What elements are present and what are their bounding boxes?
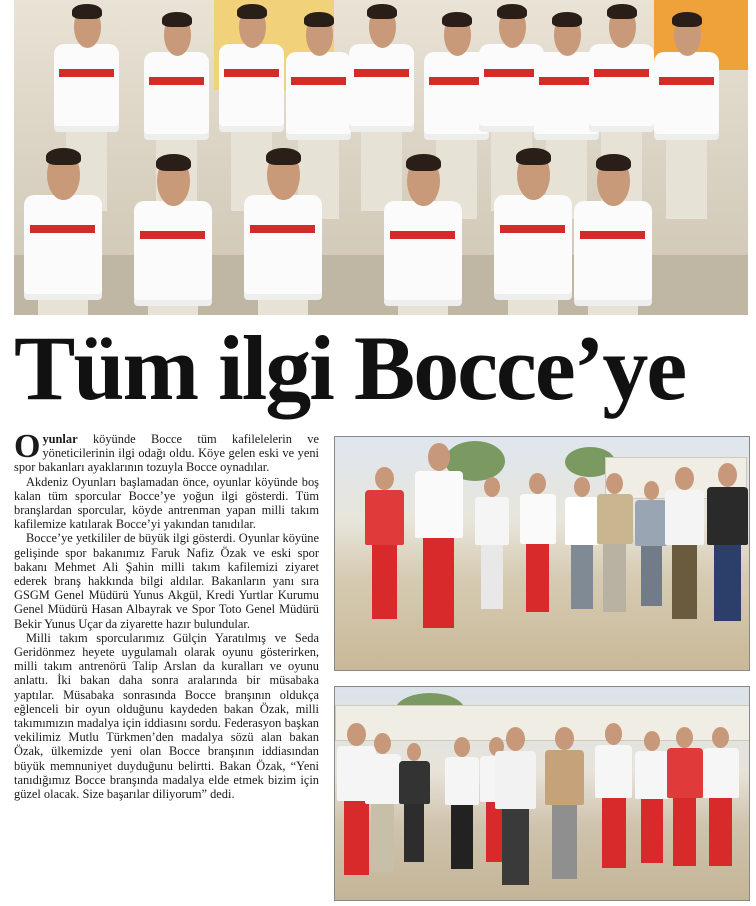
officials-group-photo — [334, 686, 750, 901]
article-headline: Tüm ilgi Bocce’ye — [14, 317, 686, 419]
article-paragraph-1 — [14, 432, 319, 475]
article-paragraph-3: Bocce’ye yetkililer de büyük ilgi gösterdi. Oyunlar köyüne gelişinde spor bakanımız Faruk Nafiz Özak ve eski spor bakanı Mehmet Ali Şahin milli takım kafilemizi ziyaret ederek branş hakkında bilgi aldılar. Bakanların yanı sıra GSGM Genel Müdürü Yunus Akgül, Kredi Yurtlar Kurumu Genel Müdürü Hasan Albayrak ve Spor Toto Genel Müdürü Bekir Yunus Uçar da ziyarette hazır bulundular. — [14, 531, 319, 631]
lead-word: yunlar — [42, 432, 78, 446]
article-paragraph-4: Milli takım sporcularımız Gülçin Yaratılmış ve Seda Geridönmez heyete uygulamalı olarak oyunu gösterirken, milli takım antrenörü Talip Arslan da kuralları ve oyunu anlattı. İki bakan daha sonra aralarında bir müsabaka yaptılar. Müsabaka sonrasında Bocce branşının oldukça eğlenceli bir oyun olduğunu kaydeden bakan Özak, milli takımımızın madalya için iddiasını sordu. Federasyon başkan vekilimiz Mutlu Türkmen’den madalya sözü alan bakan Özak, ülkemizde yeni olan Bocce branşının iddiasından büyük memnuniyet duyduğunu belirtti. Bakan Özak, “Yeni tanıdığımız Bocce branşında madalya elde etmek bizim için güzel olacak. Size başarılar diliyorum” dedi. — [14, 630, 319, 802]
drop-cap: O — [14, 432, 41, 465]
article-body — [14, 432, 319, 902]
paragraph-1-text: köyünde Bocce tüm kafilelelerin ve yöneticilerinin ilgi odağı oldu. Köye gelen eski ve yeni spor bakanları ayaklarının tozuyla Bocce oynadılar. — [14, 432, 319, 475]
team-group-photo — [14, 0, 748, 315]
bocce-demo-photo — [334, 436, 750, 671]
article-paragraph-2: Akdeniz Oyunları başlamadan önce, oyunlar köyünde boş kalan tüm sporcular Bocce’ye yoğun ilgi gösterdi. Tüm branşlardan sporcular, köyde antrenman yapan milli takım kafilemize katılarak Bocce’yi yakından tanıdılar. — [14, 474, 319, 532]
